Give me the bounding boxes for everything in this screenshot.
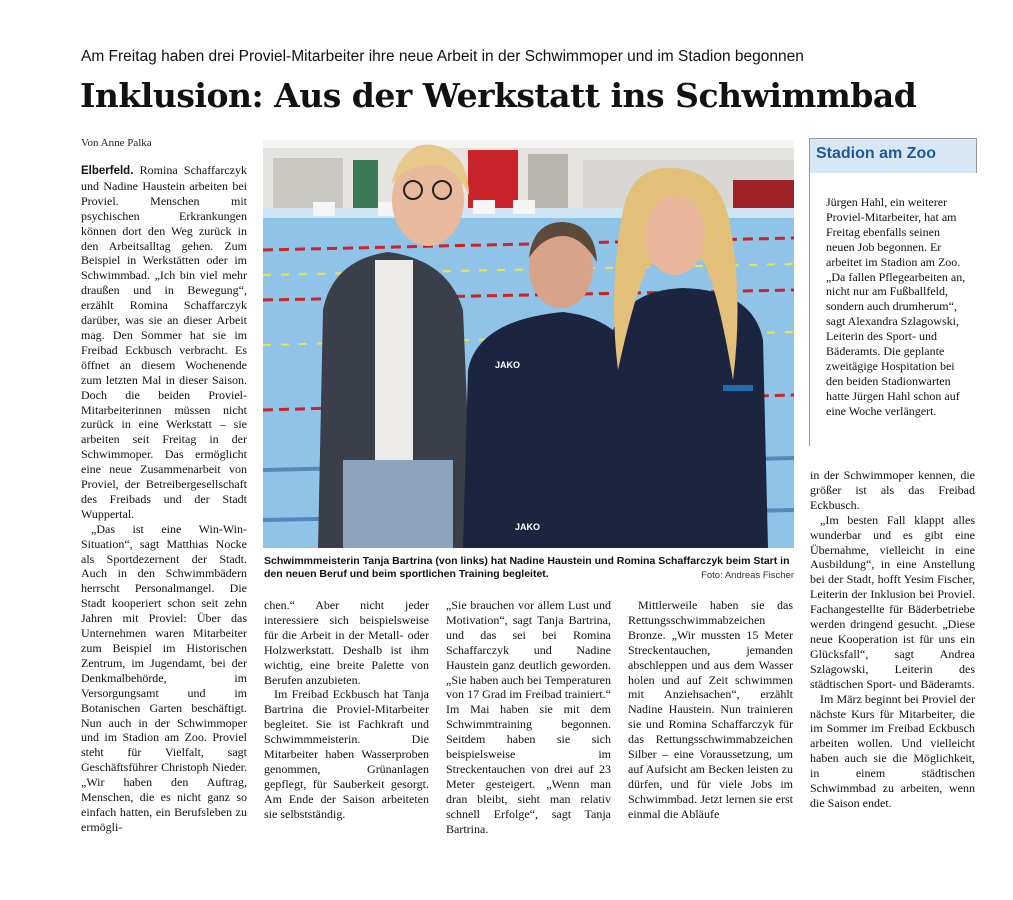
paragraph: in der Schwimmoper kennen, die größer ist als das Freibad Eckbusch. bbox=[810, 468, 975, 512]
paragraph: Im März beginnt bei Proviel der nächste Kurs für Mitarbeiter, die im Sommer im Freibad Eckbusch arbeiten wollen. Und vielleicht haben auch sie die Möglichkeit, in einem städtischen Schwimmbad zu arbeiten, wenn die Saison endet. bbox=[810, 691, 975, 810]
article-column-4 bbox=[628, 598, 793, 822]
shorts-logo: JAKO bbox=[515, 522, 541, 532]
paragraph: „Im besten Fall klappt alles wunderbar und es gibt eine Übernahme, vielleicht in eine Ausbildung“, in eine Anstellung bei der Stadt, hofft Yesim Fischer, Leiterin der Inklusion bei Proviel. Fachangestellte für Bäderbetriebe werden dringend gesucht. „Diese neue Kooperation ist für uns ein Glücksfall“, sagt Andrea Szlagowski, Leiterin des städtischen Sport- und Bäderamts. bbox=[810, 512, 975, 691]
article-column-3 bbox=[446, 598, 611, 837]
article-byline: Von Anne Palka bbox=[81, 137, 152, 149]
swimming-pool-photo bbox=[263, 140, 794, 548]
paragraph: Mittlerweile haben sie das Rettungsschwimmabzeichen Bronze. „Wir mussten 15 Meter Streckentauchen, jemanden abschleppen und aus dem Wasser holen und auf Zeit schwimmen mit Anziehsachen“, erzählt Nadine Haustein. Nun trainieren sie und Romina Schaffarczyk für das Rettungsschwimmabzeichen Silber – eine Voraussetzung, um auf Aufsicht am Becken leisten zu dürfen, und für viele Jobs im Schwimmbad. Jetzt lernen sie erst einmal die Abläufe bbox=[628, 598, 793, 821]
article-kicker: Am Freitag haben drei Proviel-Mitarbeiter ihre neue Arbeit in der Schwimmoper und im Stadion begonnen bbox=[81, 48, 804, 65]
article-column-5 bbox=[810, 468, 975, 811]
paragraph: Im Freibad Eckbusch hat Tanja Bartrina die Proviel-Mitarbeiter begleitet. Sie ist Fachkraft und Schwimmmeisterin. Die Mitarbeiter haben Wasserproben genommen, Grünanlagen gepflegt, für Sauberkeit gesorgt. Am Ende der Saison arbeiteten sie selbstständig. bbox=[264, 687, 429, 821]
article-column-1 bbox=[81, 163, 247, 835]
paragraph: Romina Schaffarczyk und Nadine Haustein arbeiten bei Proviel. Menschen mit psychischen Erkrankungen können dort den Weg zurück in den Arbeitsalltag gehen. Zum Beispiel in Werkstätten oder im Schwimmbad. „Ich bin viel mehr draußen und in Bewegung“, erzählt Romina Schaffarczyk darüber, was sie an dieser Arbeit mag. Den Sommer hat sie im Freibad Eckbusch verbracht. Es öffnet an diesem Wochenende zum letzten Mal in dieser Saison. Doch die beiden Proviel-Mitarbeiterinnen müssen nicht zurück in eine Werkstatt – sie arbeiten seit Freitag in der Schwimmoper. Das ermöglicht eine neue Zusammenarbeit von Proviel, der Betreibergesellschaft des Freibads und der Stadt Wuppertal. bbox=[81, 163, 248, 521]
photo-caption: Schwimmmeisterin Tanja Bartrina (von links) hat Nadine Haustein und Romina Schaffarczyk beim Start in den neuen Beruf und beim sportlichen Training begleitet. bbox=[264, 555, 790, 580]
sidebar-title-bar bbox=[810, 138, 977, 173]
article-column-2 bbox=[264, 598, 429, 822]
paragraph: chen.“ Aber nicht jeder interessiere sich beispielsweise für die Arbeit in der Metall- oder Holzwerkstatt. Deshalb ist ihm wichtig, eine breite Palette von Berufen anzubieten. bbox=[264, 598, 429, 687]
article-photo bbox=[263, 140, 794, 548]
shirt-logo: JAKO bbox=[495, 360, 521, 370]
paragraph: „Das ist eine Win-Win-Situation“, sagt Matthias Nocke als Sportdezernent der Stadt. Auch in den Schwimmbädern herrscht Personalmangel. Die Stadt kooperiert schon seit zehn Jahren mit Proviel: Über das Unternehmen waren Mitarbeiter zum Beispiel im Historischen Zentrum, im Jugendamt, bei der Denkmalbehörde, im Versorgungsamt und im Botanischen Garten beschäftigt. Nun auch in der Schwimmoper und im Stadion am Zoo. Proviel steht für Vielfalt, sagt Geschäftsführer Christoph Nieder. „Wir haben den Auftrag, Menschen, die es nicht ganz so einfach hatten, ein Berufsleben zu ermögli- bbox=[81, 521, 247, 834]
sidebar-title: Stadion am Zoo bbox=[816, 145, 936, 162]
sidebar-box bbox=[809, 138, 976, 446]
dateline: Elberfeld. bbox=[81, 165, 134, 177]
paragraph: „Sie brauchen vor allem Lust und Motivation“, sagt Tanja Bartrina, und das sei bei Romina Schaffarczyk und Nadine Haustein ganz deutlich geworden. „Sie haben auch bei Temperaturen von 17 Grad im Freibad trainiert.“ Im Mai haben sie mit dem Schwimmtraining begonnen. Seitdem haben sie sich beispielsweise im Streckentauchen von drei auf 23 Meter gesteigert. „Wenn man dran bleibt, sieht man relativ schnell Erfolge“, sagt Tanja Bartrina. bbox=[446, 598, 611, 836]
sidebar-body: Jürgen Hahl, ein weiterer Proviel-Mitarbeiter, hat am Freitag ebenfalls seinen neuen Job begonnen. Er arbeitet im Stadion am Zoo. „Da fallen Pflegearbeiten an, nicht nur am Fußballfeld, sondern auch drumherum“, sagt Alexandra Szlagowski, Leiterin des Sport- und Bäderamts. Die geplante zweitägige Hospitation bei den beiden Stadionwarten hatte Jürgen Hahl schon auf eine Woche verlängert. bbox=[826, 195, 966, 418]
article-headline: Inklusion: Aus der Werkstatt ins Schwimmbad bbox=[80, 76, 917, 115]
photo-credit: Foto: Andreas Fischer bbox=[701, 570, 794, 581]
